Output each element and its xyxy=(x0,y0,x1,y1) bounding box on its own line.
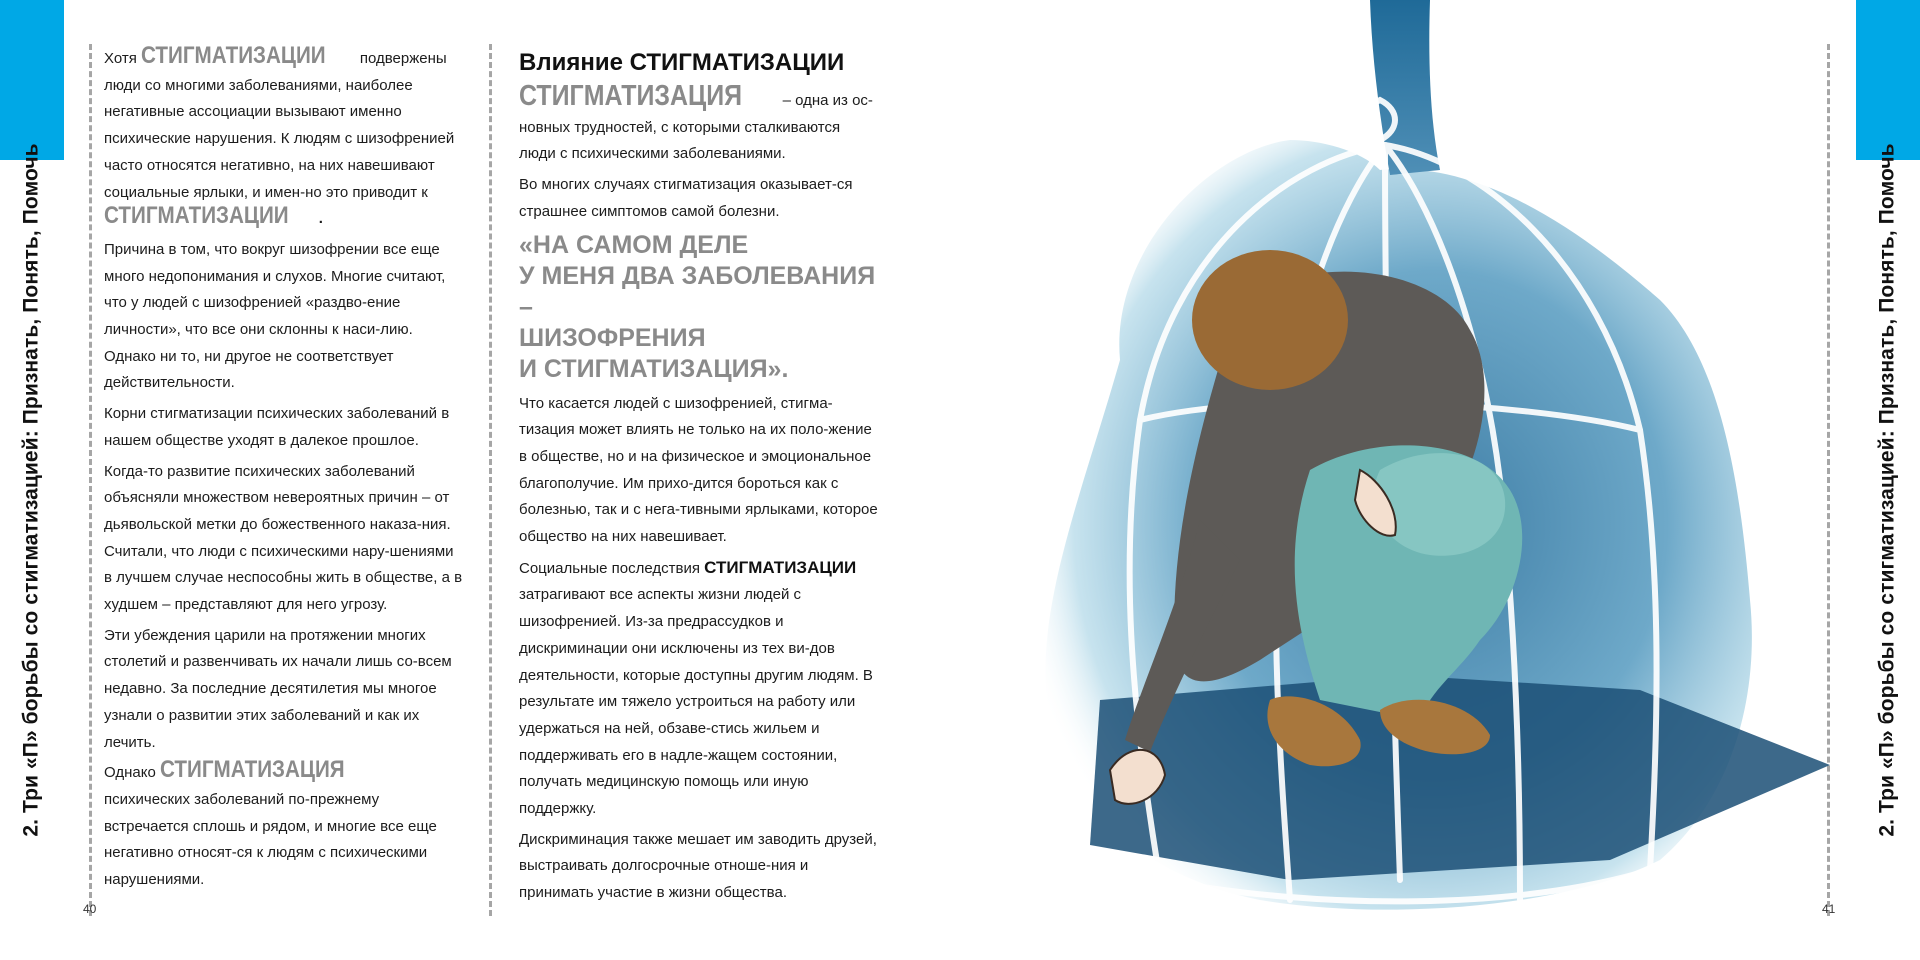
paragraph: Причина в том, что вокруг шизофрении все еще много недопонимания и слухов. Многие считают, что у людей с шизофренией «раздво-ение личности», что все они склонны к наси-лию. Однако ни то, ни другое не соответствует действительности. xyxy=(104,240,446,392)
pull-quote: «НА САМОМ ДЕЛЕ У МЕНЯ ДВА ЗАБОЛЕВАНИЯ – ШИЗОФРЕНИЯ И СТИГМАТИЗАЦИЯ». xyxy=(519,230,876,383)
chapter-tab-right xyxy=(1856,0,1920,160)
right-text-column xyxy=(519,46,881,911)
page-number-left: 40 xyxy=(83,902,97,916)
highlight-term: СТИГМАТИЗАЦИЯ xyxy=(519,80,743,112)
head-hair xyxy=(1192,250,1348,390)
paragraph: Дискриминация также мешает им заводить друзей, выстраивать долгосрочные отноше-ния и принимать участие в жизни общества. xyxy=(519,830,877,902)
running-title-left-text: 2. Три «П» борьбы со стигматизацией: Признать, Понять, Помочь xyxy=(20,143,43,837)
section-heading: Влияние СТИГМАТИЗАЦИИ xyxy=(519,49,845,76)
paragraph: Корни стигматизации психических заболеваний в нашем обществе уходят в далекое прошлое. xyxy=(104,405,450,449)
page-number-right: 41 xyxy=(1822,902,1836,916)
paragraph: Что касается людей с шизофренией, стигма-тизация может влиять не только на их поло-жение в обществе, но и на физическое и эмоциональное благополучие. Им прихо-дится бороться как с болезнью, так и с нега-тивными ярлыками, которое общество на них навешивает. xyxy=(519,394,878,546)
highlight-term: СТИГМАТИЗАЦИИ xyxy=(104,202,289,230)
paragraph: СТИГМАТИЗАЦИЯ – одна из ос-новных трудностей, с которыми сталкиваются люди с психическими заболеваниями. xyxy=(519,80,873,163)
paragraph: Эти убеждения царили на протяжении многих столетий и развенчивать их начали лишь со-всем недавно. За последние десятилетия мы многое узнали о развитии этих заболеваний и как их лечить. xyxy=(104,626,452,751)
left-text-column xyxy=(104,42,464,898)
paragraph: Когда-то развитие психических заболеваний объясняли множеством невероятных причин – от дьявольской метки до божественного наказа-ния. Считали, что люди с психическими нару-шениями в лучшем случае неспособны жить в обществе, а в худшем – представляют для него угрозу. xyxy=(104,462,463,614)
running-title-right xyxy=(1856,143,1920,837)
person-in-birdcage-illustration xyxy=(960,0,1856,930)
highlight-term: СТИГМАТИЗАЦИИ xyxy=(141,42,326,69)
chapter-tab-left xyxy=(0,0,64,160)
highlight-term: СТИГМАТИЗАЦИЯ xyxy=(159,756,345,784)
divider-left xyxy=(89,44,92,916)
divider-middle xyxy=(489,44,492,916)
running-title-right-text: 2. Три «П» борьбы со стигматизацией: Признать, Понять, Помочь xyxy=(1876,143,1899,837)
running-title-left xyxy=(0,143,64,837)
paragraph: Однако СТИГМАТИЗАЦИЯ психических заболеваний по-прежнему встречается сплошь и рядом, и многие все еще негативно относят-ся к людям с психическими нарушениями. xyxy=(104,756,437,889)
paragraph: Хотя СТИГМАТИЗАЦИИ подвержены люди со многими заболеваниями, наиболее негативные ассоциации вызывают именно психические нарушения. К людям с шизофренией часто относятся негативно, на них навешивают социальные ярлыки, и имен-но это приводит к СТИГМАТИЗАЦИИ . xyxy=(104,42,455,230)
paragraph: Во многих случаях стигматизация оказывает-ся страшнее симптомов самой болезни. xyxy=(519,176,853,220)
highlight-term: СТИГМАТИЗАЦИИ xyxy=(704,557,857,577)
paragraph: Социальные последствия СТИГМАТИЗАЦИИ затрагивают все аспекты жизни людей с шизофренией. Из-за предрассудков и дискриминации они исключены из тех ви-дов деятельности, которые доступны другим людям. В результате им тяжело устроиться на работу или удержаться на ней, обзаве-стись жильем и поддерживать его в надле-жащем состоянии, получать медицинскую помощь или иную поддержку. xyxy=(519,557,873,818)
